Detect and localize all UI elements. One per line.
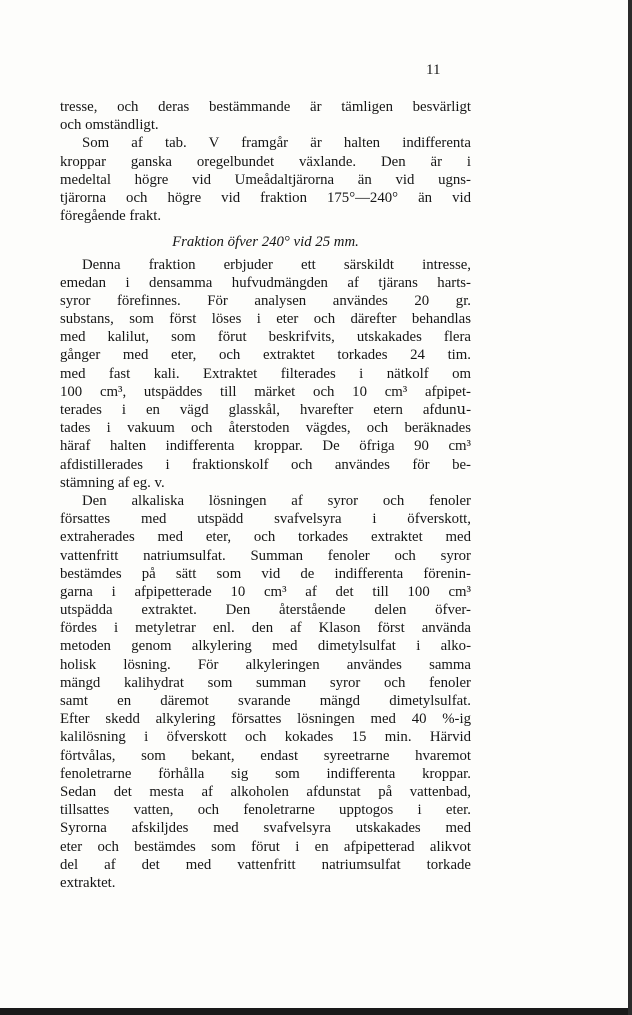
- scan-border-right: [628, 0, 632, 1015]
- text-line: afdistillerades i fraktionskolf och användes för be-: [60, 456, 471, 473]
- section-heading: Fraktion öfver 240° vid 25 mm.: [172, 234, 359, 251]
- text-line: bestämdes på sätt som vid de indifferenta förenin-: [60, 565, 471, 582]
- text-line: Den alkaliska lösningen af syror och fenoler: [82, 492, 471, 509]
- text-line: samt en däremot svarande mängd dimetylsulfat.: [60, 693, 471, 709]
- text-line: häraf halten indifferenta kroppar. De öfriga 90 cm³: [60, 438, 471, 455]
- text-line: metoden genom alkylering med dimetylsulfat i alko-: [60, 638, 471, 655]
- text-line: mängd kalihydrat som summan syror och fenoler: [60, 674, 471, 691]
- text-line: eter och bestämdes som förut i en afpipetterad alikvot: [60, 838, 471, 855]
- text-line: tresse, och deras bestämmande är tämligen besvärligt: [60, 99, 471, 115]
- text-line: Sedan det mesta af alkoholen afdunstat på vattenbad,: [60, 783, 471, 800]
- text-line: tjärorna och högre vid fraktion 175°—240° än vid: [60, 189, 471, 206]
- text-line: och omständligt.: [60, 117, 159, 134]
- text-line: medeltal högre vid Umeådaltjärorna än vid ugns-: [60, 171, 471, 188]
- text-line: extraktet.: [60, 874, 116, 891]
- text-line: fenoletrarne förhålla sig som indifferenta kroppar.: [60, 765, 471, 782]
- text-line: föregående frakt.: [60, 208, 162, 225]
- text-line: garna i afpipetterade 10 cm³ af det till 100 cm³: [60, 583, 471, 600]
- text-line: Efter skedd alkylering försattes lösningen med 40 %-ig: [60, 711, 471, 728]
- text-line: kroppar ganska oregelbundet växlande. Den är i: [60, 153, 471, 170]
- text-line: holisk lösning. För alkyleringen användes samma: [60, 656, 471, 673]
- text-line: vattenfritt natriumsulfat. Summan fenoler och syror: [60, 547, 471, 564]
- text-line: stämning af eg. v.: [60, 474, 165, 491]
- text-line: med fast kali. Extraktet filterades i nätkolf om: [60, 365, 471, 382]
- page-number: 11: [426, 62, 441, 78]
- text-line: utspädda extraktet. Den återstående delen öfver-: [60, 602, 471, 619]
- text-line: försattes med utspädd svafvelsyra i öfverskott,: [60, 511, 471, 528]
- text-line: gånger med eter, och extraktet torkades 24 tim.: [60, 347, 471, 364]
- text-line: förtvålas, som bekant, endast syreetrarne hvaremot: [60, 747, 471, 764]
- text-line: emedan i densamma hufvudmängden af tjärans harts-: [60, 274, 471, 291]
- text-line: terades i en vägd glasskål, hvarefter etern afdunս-: [60, 402, 471, 418]
- body-text: [60, 98, 471, 892]
- text-line: Denna fraktion erbjuder ett särskildt intresse,: [82, 256, 471, 273]
- text-line: extraherades med eter, och torkades extraktet med: [60, 529, 471, 546]
- text-line: kalilösning i öfverskott och kokades 15 min. Härvid: [60, 729, 471, 746]
- text-line: med kalilut, som förut beskrifvits, utskakades flera: [60, 329, 471, 346]
- text-line: substans, som först löses i eter och därefter behandlas: [60, 311, 471, 328]
- text-line: 100 cm³, utspäddes till märket och 10 cm³ afpipet-: [60, 383, 471, 400]
- text-line: tillsattes vatten, och fenoletrarne upptogos i eter.: [60, 802, 471, 819]
- scan-border-bottom: [0, 1008, 632, 1015]
- text-line: tades i vakuum och återstoden vägdes, och beräknades: [60, 420, 471, 437]
- text-line: Syrorna afskiljdes med svafvelsyra utskakades med: [60, 820, 471, 837]
- text-line: fördes i metyletrar enl. den af Klason först använda: [60, 620, 471, 637]
- text-line: syror förefinnes. För analysen användes 20 gr.: [60, 292, 471, 309]
- text-line: Som af tab. V framgår är halten indifferenta: [82, 135, 471, 152]
- text-line: del af det med vattenfritt natriumsulfat torkade: [60, 856, 471, 873]
